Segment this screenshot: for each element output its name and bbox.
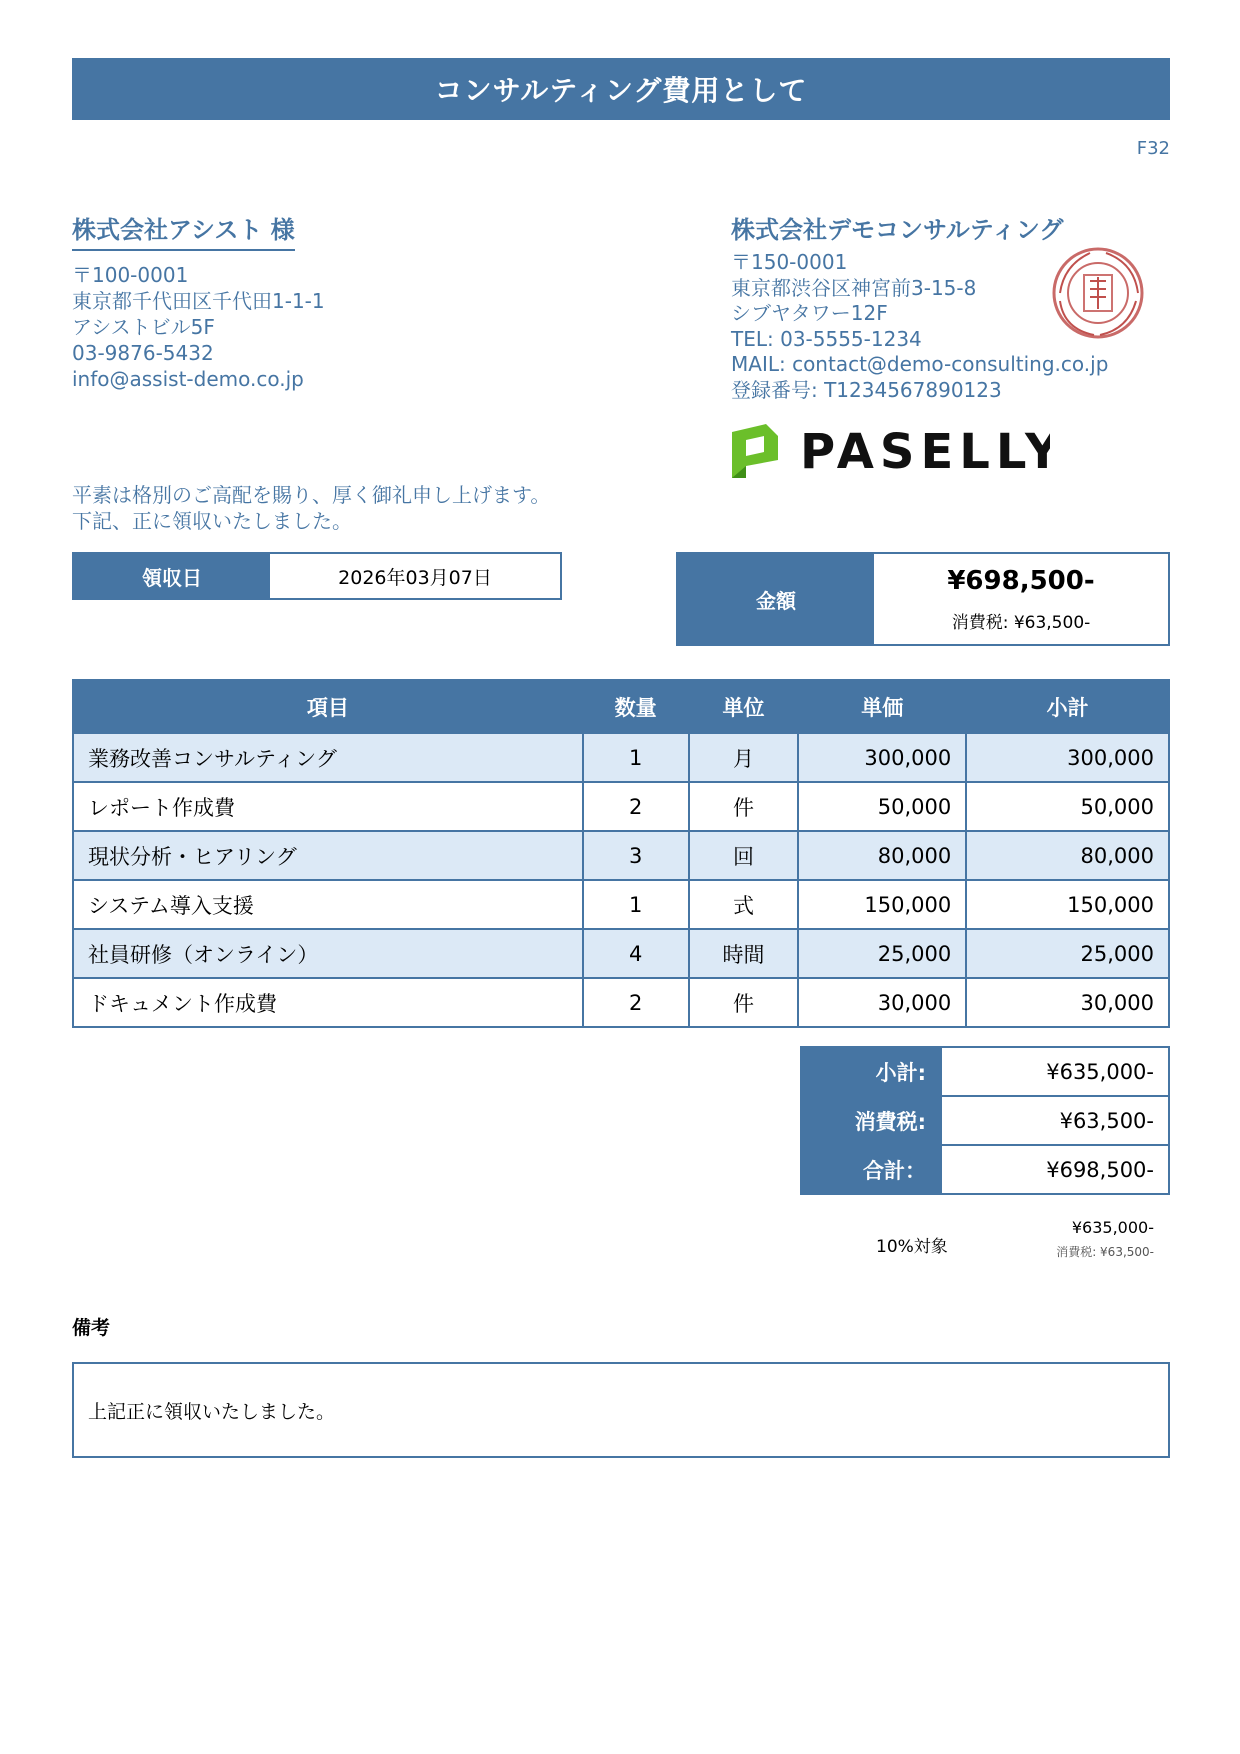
company-phone: TEL: 03-5555-1234	[731, 326, 922, 351]
item-name: レポート作成費	[73, 782, 583, 831]
notes-heading: 備考	[72, 1317, 111, 1339]
greeting-message	[72, 482, 550, 534]
tax-value: ¥63,500-	[941, 1096, 1169, 1145]
item-name: システム導入支援	[73, 880, 583, 929]
receipt-date-box	[72, 552, 562, 600]
item-subtotal: 25,000	[966, 929, 1169, 978]
grand-total-label: 合計：	[801, 1145, 941, 1194]
subtotal-row	[801, 1047, 1169, 1096]
tax-rate-amount: ¥635,000-	[1071, 1218, 1154, 1237]
item-qty: 2	[583, 782, 689, 831]
item-unit: 回	[689, 831, 799, 880]
subtotal-label: 小計:	[801, 1047, 941, 1096]
item-qty: 2	[583, 978, 689, 1027]
customer-address	[72, 262, 325, 392]
logo-text: PASELLY	[800, 424, 1050, 480]
company-building: シブヤタワー12F	[731, 301, 888, 325]
customer-building: アシストビル5F	[72, 315, 215, 339]
customer-address-line: 東京都千代田区千代田1-1-1	[72, 289, 325, 313]
table-row	[73, 978, 1169, 1027]
item-qty: 1	[583, 733, 689, 782]
item-name: ドキュメント作成費	[73, 978, 583, 1027]
subtotal-value: ¥635,000-	[941, 1047, 1169, 1096]
company-address-line: 東京都渋谷区神宮前3-15-8	[731, 275, 977, 300]
item-unit-price: 150,000	[798, 880, 966, 929]
customer-name: 株式会社アシスト 様	[72, 210, 295, 251]
document-title: コンサルティング費用として	[72, 58, 1170, 120]
customer-postal: 〒100-0001	[72, 263, 189, 287]
col-header-qty: 数量	[583, 680, 689, 733]
amount-tax: 消費税: ¥63,500-	[951, 612, 1091, 633]
item-subtotal: 30,000	[966, 978, 1169, 1027]
grand-total-value: ¥698,500-	[941, 1145, 1169, 1194]
table-row	[73, 929, 1169, 978]
company-email: MAIL: contact@demo-consulting.co.jp	[731, 352, 1109, 376]
receipt-date-label: 領収日	[74, 554, 270, 598]
item-name: 社員研修（オンライン）	[73, 929, 583, 978]
greeting-line-2: 下記、正に領収いたしました。	[72, 509, 352, 533]
customer-phone: 03-9876-5432	[72, 341, 214, 365]
table-row	[73, 880, 1169, 929]
company-registration: 登録番号: T1234567890123	[731, 377, 1002, 402]
tax-rate-label: 10%対象	[876, 1237, 948, 1257]
tax-row	[801, 1096, 1169, 1145]
item-subtotal: 80,000	[966, 831, 1169, 880]
item-unit-price: 300,000	[798, 733, 966, 782]
item-unit-price: 50,000	[798, 782, 966, 831]
tax-rate-tax: 消費税: ¥63,500-	[1056, 1245, 1154, 1259]
company-postal: 〒150-0001	[731, 250, 848, 274]
company-seal-stamp	[1050, 245, 1146, 341]
item-subtotal: 300,000	[966, 733, 1169, 782]
col-header-unit: 単位	[689, 680, 799, 733]
tax-label: 消費税:	[801, 1096, 941, 1145]
item-subtotal: 150,000	[966, 880, 1169, 929]
tax-rate-breakdown	[1056, 1218, 1154, 1260]
amount-box	[676, 552, 1170, 646]
table-row	[73, 831, 1169, 880]
table-row	[73, 782, 1169, 831]
item-qty: 3	[583, 831, 689, 880]
item-unit-price: 30,000	[798, 978, 966, 1027]
document-number: F32	[1136, 138, 1170, 159]
amount-total: ¥698,500-	[947, 565, 1095, 596]
item-unit: 件	[689, 978, 799, 1027]
table-header-row	[73, 680, 1169, 733]
item-unit: 時間	[689, 929, 799, 978]
item-unit: 式	[689, 880, 799, 929]
col-header-item: 項目	[73, 680, 583, 733]
col-header-unit-price: 単価	[798, 680, 966, 733]
notes-text: 上記正に領収いたしました。	[88, 1400, 336, 1423]
line-items-table	[72, 679, 1170, 1028]
amount-value-area	[874, 554, 1168, 644]
item-subtotal: 50,000	[966, 782, 1169, 831]
item-name: 現状分析・ヒアリング	[73, 831, 583, 880]
customer-email: info@assist-demo.co.jp	[72, 367, 304, 391]
grand-total-row	[801, 1145, 1169, 1194]
col-header-subtotal: 小計	[966, 680, 1169, 733]
notes-box	[72, 1362, 1170, 1458]
item-qty: 4	[583, 929, 689, 978]
item-unit-price: 25,000	[798, 929, 966, 978]
company-logo	[730, 420, 1050, 482]
receipt-date-value: 2026年03月07日	[338, 566, 492, 589]
item-name: 業務改善コンサルティング	[73, 733, 583, 782]
item-qty: 1	[583, 880, 689, 929]
table-row	[73, 733, 1169, 782]
item-unit: 月	[689, 733, 799, 782]
company-name: 株式会社デモコンサルティング	[731, 216, 1064, 244]
paselly-logo-icon	[730, 420, 1050, 482]
item-unit-price: 80,000	[798, 831, 966, 880]
totals-table	[800, 1046, 1170, 1195]
item-unit: 件	[689, 782, 799, 831]
greeting-line-1: 平素は格別のご高配を賜り、厚く御礼申し上げます。	[72, 483, 551, 507]
amount-label: 金額	[678, 554, 874, 644]
